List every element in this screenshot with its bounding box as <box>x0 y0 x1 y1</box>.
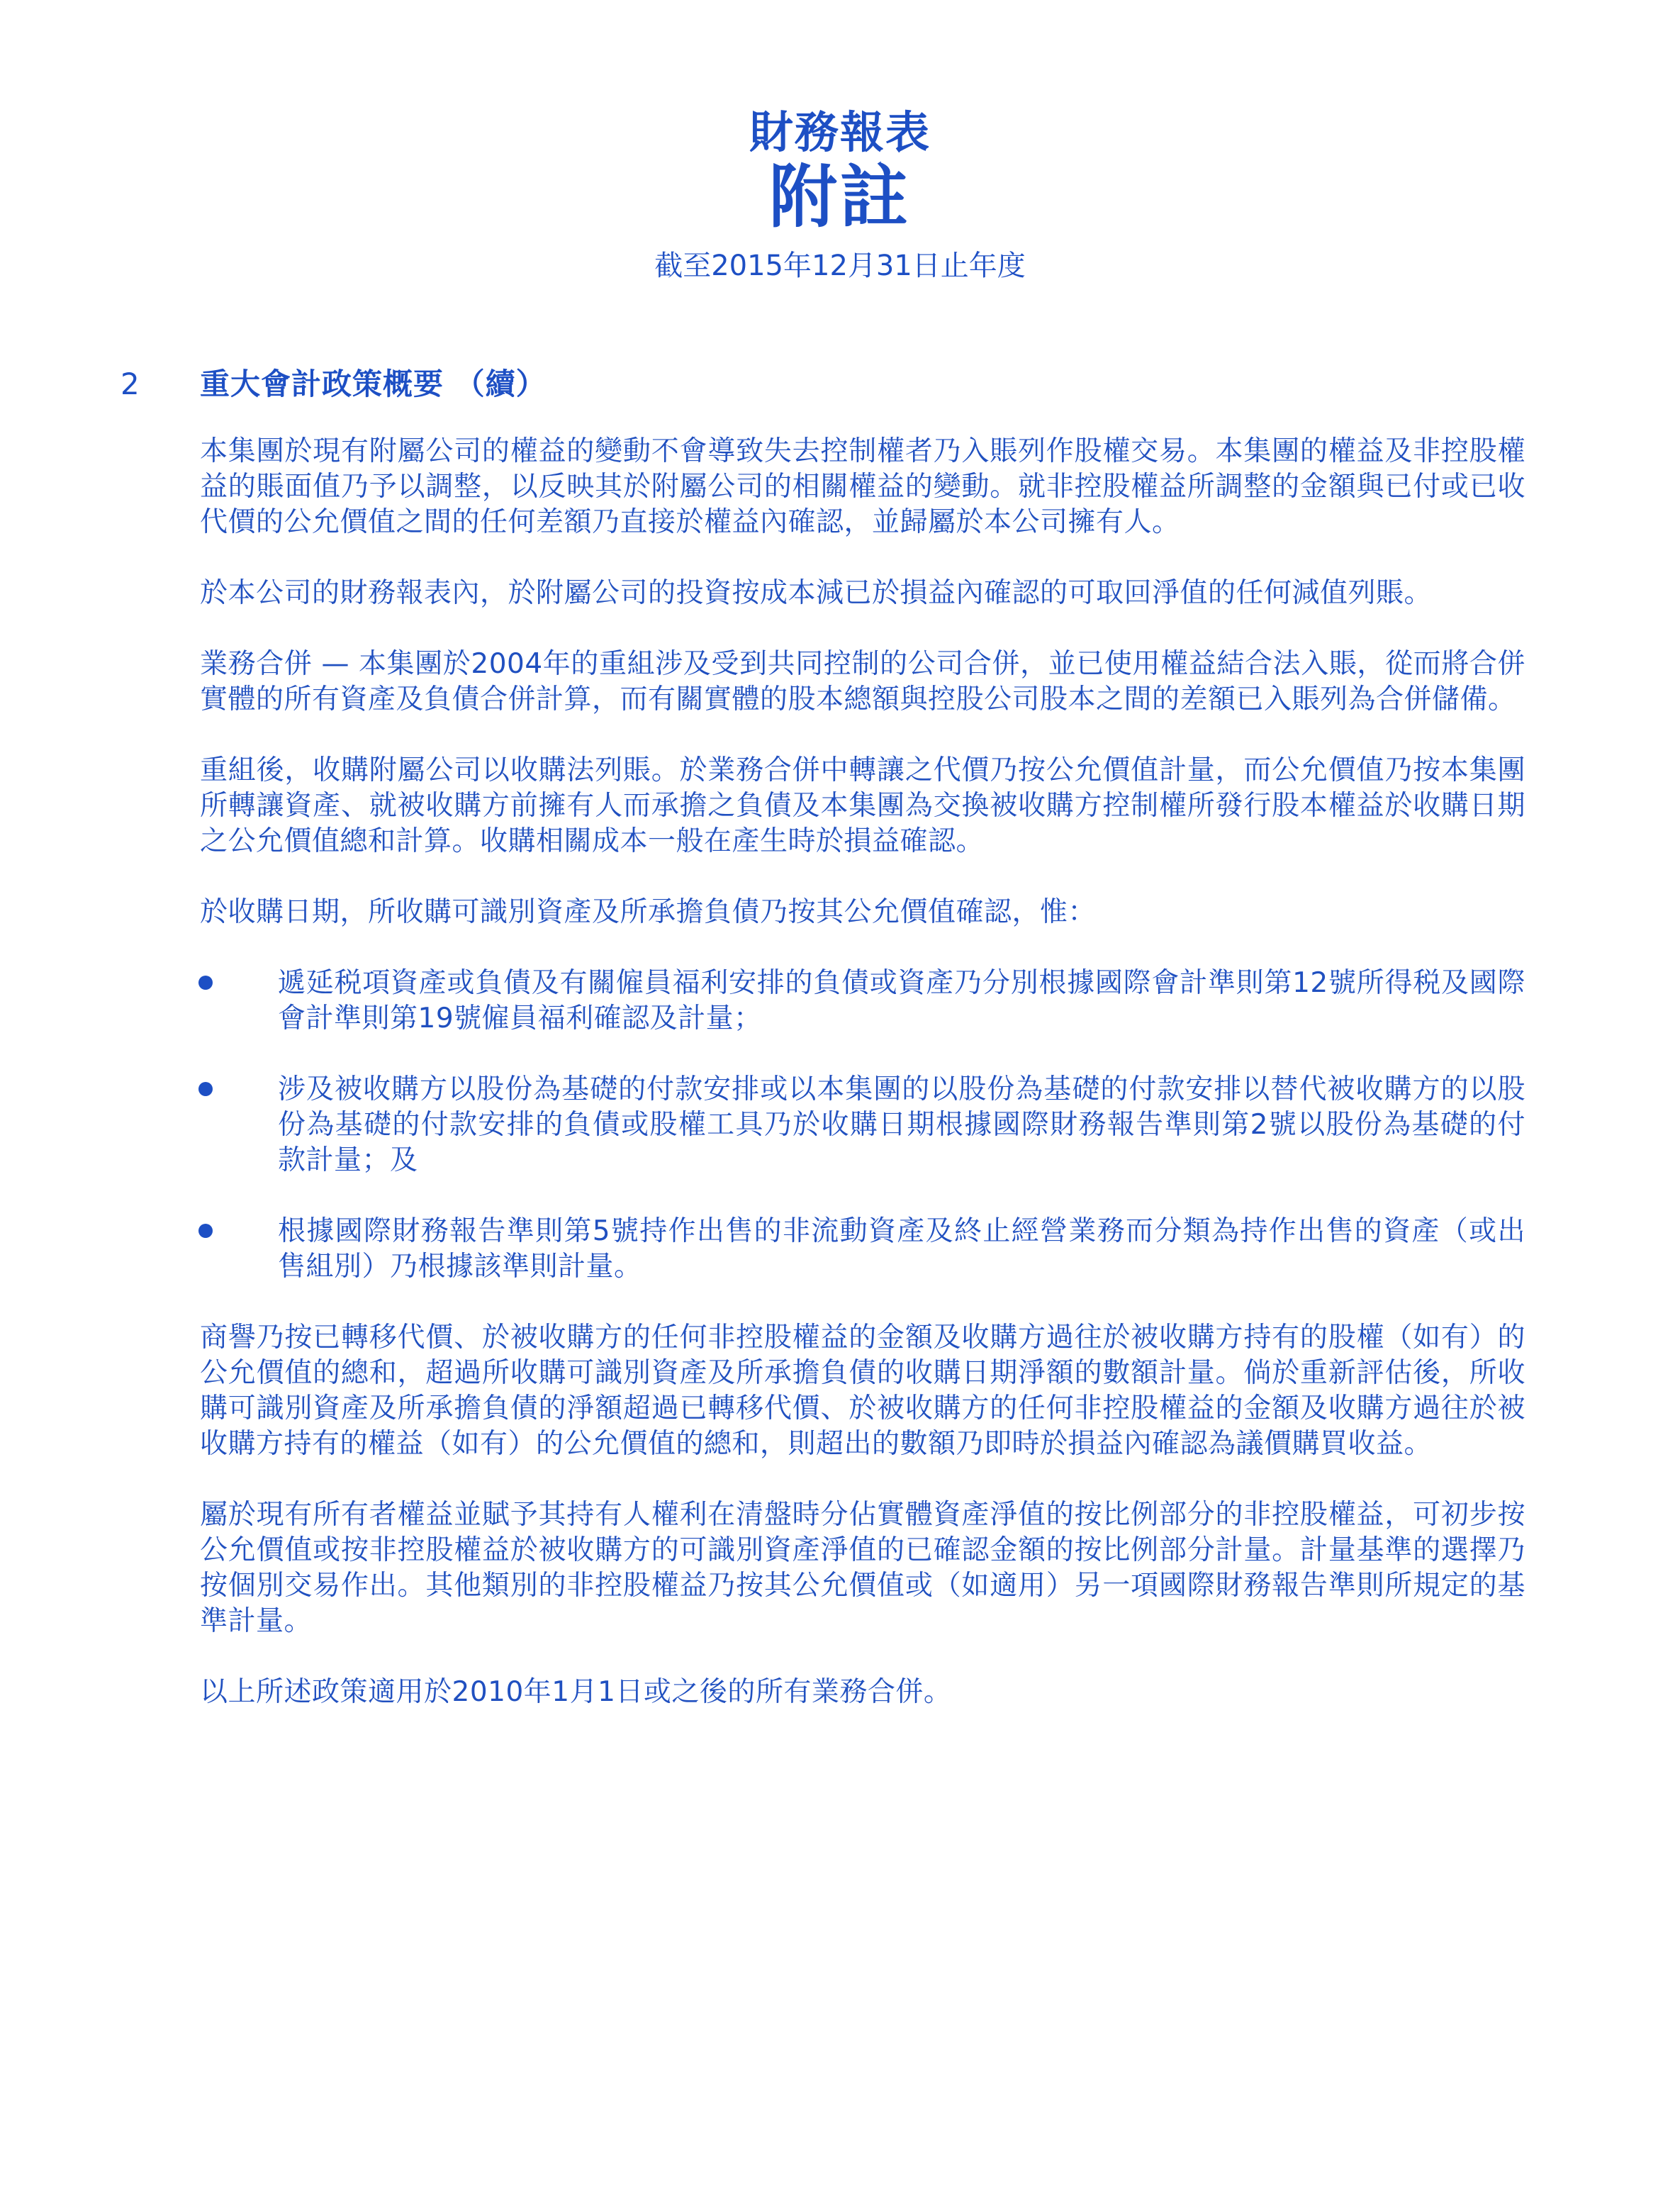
paragraph: 本集團於現有附屬公司的權益的變動不會導致失去控制權者乃入賬列作股權交易。本集團的權益及非控股權益的賬面值乃予以調整，以反映其於附屬公司的相關權益的變動。就非控股權益所調整的金額與已付或已收代價的公允價值之間的任何差額乃直接於權益內確認，並歸屬於本公司擁有人。 <box>200 435 1525 538</box>
section-title: 重大會計政策概要 （續） <box>200 367 547 401</box>
section-body <box>200 434 1525 1746</box>
bullet-text: 根據國際財務報告準則第5號持作出售的非流動資產及終止經營業務而分類為持作出售的資產（或出售組別）乃根據該準則計量。 <box>278 1215 1525 1283</box>
header-subtitle: 附註 <box>769 157 911 237</box>
list-item <box>198 966 1525 1037</box>
paragraph: 於本公司的財務報表內，於附屬公司的投資按成本減已於損益內確認的可取回淨值的任何減值列賬。 <box>200 577 1433 609</box>
paragraph: 以上所述政策適用於2010年1月1日或之後的所有業務合併。 <box>200 1676 952 1708</box>
bullet-icon <box>198 1224 213 1238</box>
paragraph: 業務合併 — 本集團於2004年的重組涉及受到共同控制的公司合併，並已使用權益結合法入賬，從而將合併實體的所有資產及負債合併計算，而有關實體的股本總額與控股公司股本之間的差額已入賬列為合併儲備。 <box>200 648 1525 715</box>
paragraph: 屬於現有所有者權益並賦予其持有人權利在清盤時分佔實體資產淨值的按比例部分的非控股權益，可初步按公允價值或按非控股權益於被收購方的可識別資產淨值的已確認金額的按比例部分計量。計量基準的選擇乃按個別交易作出。其他類別的非控股權益乃按其公允價值或（如適用）另一項國際財務報告準則所規定的基準計量。 <box>200 1499 1525 1637</box>
section-number: 2 <box>121 367 140 401</box>
header-title: 財務報表 <box>749 106 931 158</box>
paragraph: 重組後，收購附屬公司以收購法列賬。於業務合併中轉讓之代價乃按公允價值計量，而公允價值乃按本集團所轉讓資產、就被收購方前擁有人而承擔之負債及本集團為交換被收購方控制權所發行股本權益於收購日期之公允價值總和計算。收購相關成本一般在產生時於損益確認。 <box>200 754 1525 857</box>
paragraph: 商譽乃按已轉移代價、於被收購方的任何非控股權益的金額及收購方過往於被收購方持有的股權（如有）的公允價值的總和，超過所收購可識別資產及所承擔負債的收購日期淨額的數額計量。倘於重新評估後，所收購可識別資產及所承擔負債的淨額超過已轉移代價、於被收購方的任何非控股權益的金額及收購方過往於被收購方持有的權益（如有）的公允價值的總和，則超出的數額乃即時於損益內確認為議價購買收益。 <box>200 1322 1525 1460</box>
bullet-text: 遞延税項資產或負債及有關僱員福利安排的負債或資產乃分別根據國際會計準則第12號所得税及國際會計準則第19號僱員福利確認及計量； <box>278 967 1525 1034</box>
bullet-icon <box>198 976 213 990</box>
bullet-text: 涉及被收購方以股份為基礎的付款安排或以本集團的以股份為基礎的付款安排以替代被收購方的以股份為基礎的付款安排的負債或股權工具乃於收購日期根據國際財務報告準則第2號以股份為基礎的付款計量；及 <box>278 1073 1525 1176</box>
document-header <box>0 106 1680 284</box>
section-heading <box>121 363 1538 406</box>
bullet-icon <box>198 1082 213 1096</box>
header-period: 截至2015年12月31日止年度 <box>654 250 1026 282</box>
bullet-list <box>200 966 1525 1285</box>
paragraph: 於收購日期，所收購可識別資產及所承擔負債乃按其公允價值確認，惟： <box>200 896 1097 928</box>
list-item <box>198 1072 1525 1178</box>
list-item <box>198 1214 1525 1285</box>
